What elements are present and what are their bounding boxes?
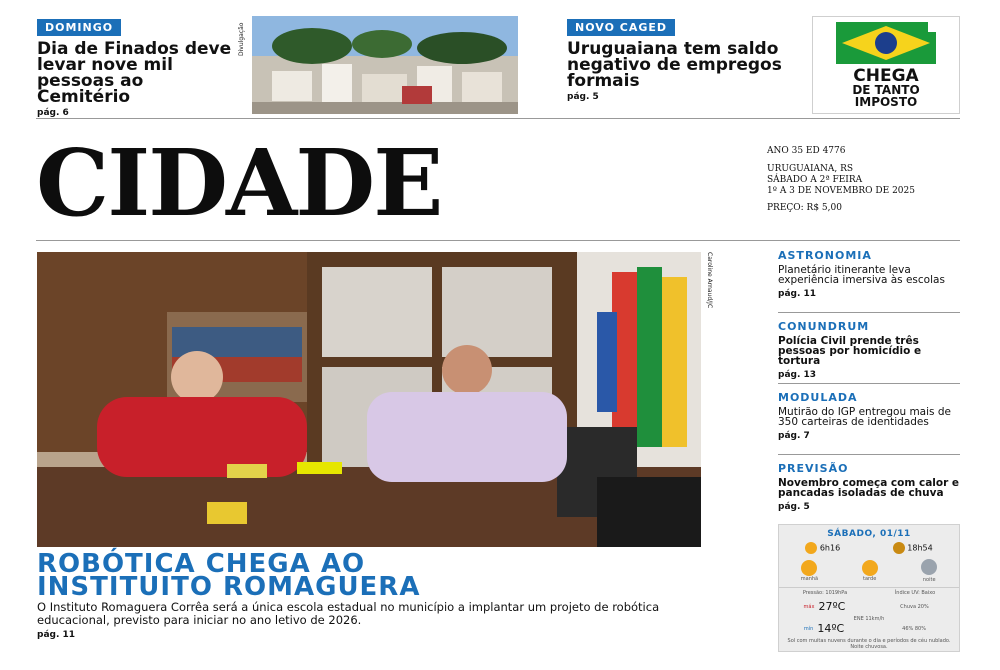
- top-divider: [36, 118, 960, 119]
- sidebar-modulada[interactable]: [778, 391, 960, 441]
- sidebar-text: Mutirão do IGP entregou mais de 350 carteiras de identidades: [778, 406, 951, 428]
- wind: ENE 11km/h: [853, 616, 885, 622]
- masthead-logo[interactable]: [36, 129, 736, 237]
- promo-line1: CHEGA: [853, 66, 919, 86]
- morning-sun-icon: [801, 560, 817, 576]
- promo-line3: IMPOSTO: [854, 95, 918, 109]
- teaser-headline: Dia de Finados deve levar nove mil pessoas ao Cemitério: [37, 39, 232, 107]
- main-story-lead: [37, 601, 677, 642]
- sidebar-text: Novembro começa com calor e pancadas isoladas de chuva: [778, 477, 960, 499]
- headline-line2: INSTITUITO ROMAGUERA: [37, 572, 421, 602]
- sidebar-page: pág. 7: [778, 431, 810, 441]
- sidebar-page: pág. 13: [778, 370, 817, 380]
- masthead-city: URUGUAIANA, RS: [767, 164, 854, 174]
- sidebar-page: pág. 5: [778, 502, 810, 512]
- sidebar-conundrum[interactable]: [778, 320, 960, 380]
- max-label: máx: [803, 603, 815, 610]
- morning-label: manhã: [800, 576, 819, 582]
- uv-index: Índice UV: Baixo: [894, 590, 936, 596]
- sunrise-time: 6h16: [819, 543, 841, 553]
- masthead-day: SÁBADO A 2ª FEIRA: [767, 175, 863, 185]
- pressure: Pressão: 1019hPa: [802, 590, 848, 596]
- rain-chance: Chuva 20%: [900, 603, 929, 610]
- sunrise-icon: [805, 542, 817, 554]
- sidebar-divider: [778, 454, 960, 455]
- sidebar-page: pág. 11: [778, 289, 817, 299]
- sunset: [893, 542, 933, 554]
- sidebar-divider: [778, 312, 960, 313]
- min-label: mín: [803, 625, 814, 632]
- sidebar-tag: ASTRONOMIA: [778, 249, 872, 262]
- sidebar-text: Planetário itinerante leva experiência imersiva às escolas: [778, 264, 945, 286]
- sidebar-divider: [778, 383, 960, 384]
- teaser-finados[interactable]: [37, 16, 242, 118]
- min-temp: 14ºC: [817, 622, 845, 635]
- promo-box[interactable]: [812, 16, 960, 114]
- cemetery-photo: [252, 16, 518, 114]
- teaser-page: pág. 5: [567, 92, 599, 102]
- main-photo-credit: Caroline Arnaud/JC: [706, 252, 713, 309]
- max-temp: 27ºC: [818, 600, 846, 613]
- sidebar-tag: MODULADA: [778, 391, 858, 404]
- lead-text: O Instituto Romaguera Corrêa será a única escola estadual no município a implantar um projeto de robótica educacional, previsto para iniciar no ano letivo de 2026.: [37, 600, 660, 627]
- sunset-time: 18h54: [907, 543, 933, 553]
- sidebar-text: Polícia Civil prende três pessoas por homicídio e tortura: [778, 335, 922, 367]
- main-story-headline[interactable]: [37, 549, 677, 602]
- main-story-photo: [37, 252, 701, 547]
- teaser-tag: DOMINGO: [37, 19, 121, 36]
- night-moon-icon: [921, 559, 937, 575]
- teaser-caged[interactable]: [567, 16, 792, 102]
- headline-line1: ROBÓTICA CHEGA AO: [37, 549, 366, 579]
- night-label: noite: [922, 577, 936, 583]
- main-story-page: pág. 11: [37, 630, 76, 640]
- masthead-divider: [36, 240, 960, 241]
- sidebar-astronomia[interactable]: [778, 249, 960, 299]
- sidebar-previsao[interactable]: [778, 462, 960, 512]
- masthead-title: CIDADE: [36, 129, 442, 237]
- masthead-price: PREÇO: R$ 5,00: [767, 203, 842, 213]
- afternoon-sun-icon: [862, 560, 878, 576]
- sidebar-tag: CONUNDRUM: [778, 320, 870, 333]
- weather-box: [778, 524, 960, 652]
- teaser-page: pág. 6: [37, 108, 69, 118]
- promo-line2: DE TANTO: [852, 83, 920, 97]
- masthead-edition: ANO 35 ED 4776: [767, 146, 846, 156]
- weather-footer: Sol com muitas nuvens durante o dia e períodos de céu nublado. Noite chuvosa.: [787, 638, 951, 650]
- afternoon-label: tarde: [863, 576, 877, 582]
- sunset-icon: [893, 542, 905, 554]
- weather-date: SÁBADO, 01/11: [827, 529, 911, 539]
- masthead-dates: 1º A 3 DE NOVEMBRO DE 2025: [767, 186, 915, 196]
- teaser-headline: Uruguaiana tem saldo negativo de empregos formais: [567, 39, 782, 91]
- teaser-tag: NOVO CAGED: [567, 19, 675, 36]
- sidebar-tag: PREVISÃO: [778, 462, 849, 475]
- sunrise: [805, 542, 840, 554]
- cemetery-photo-credit: Divulgação: [238, 22, 245, 56]
- humidity: 46% 80%: [902, 625, 926, 632]
- brazil-flag-icon: [836, 22, 936, 64]
